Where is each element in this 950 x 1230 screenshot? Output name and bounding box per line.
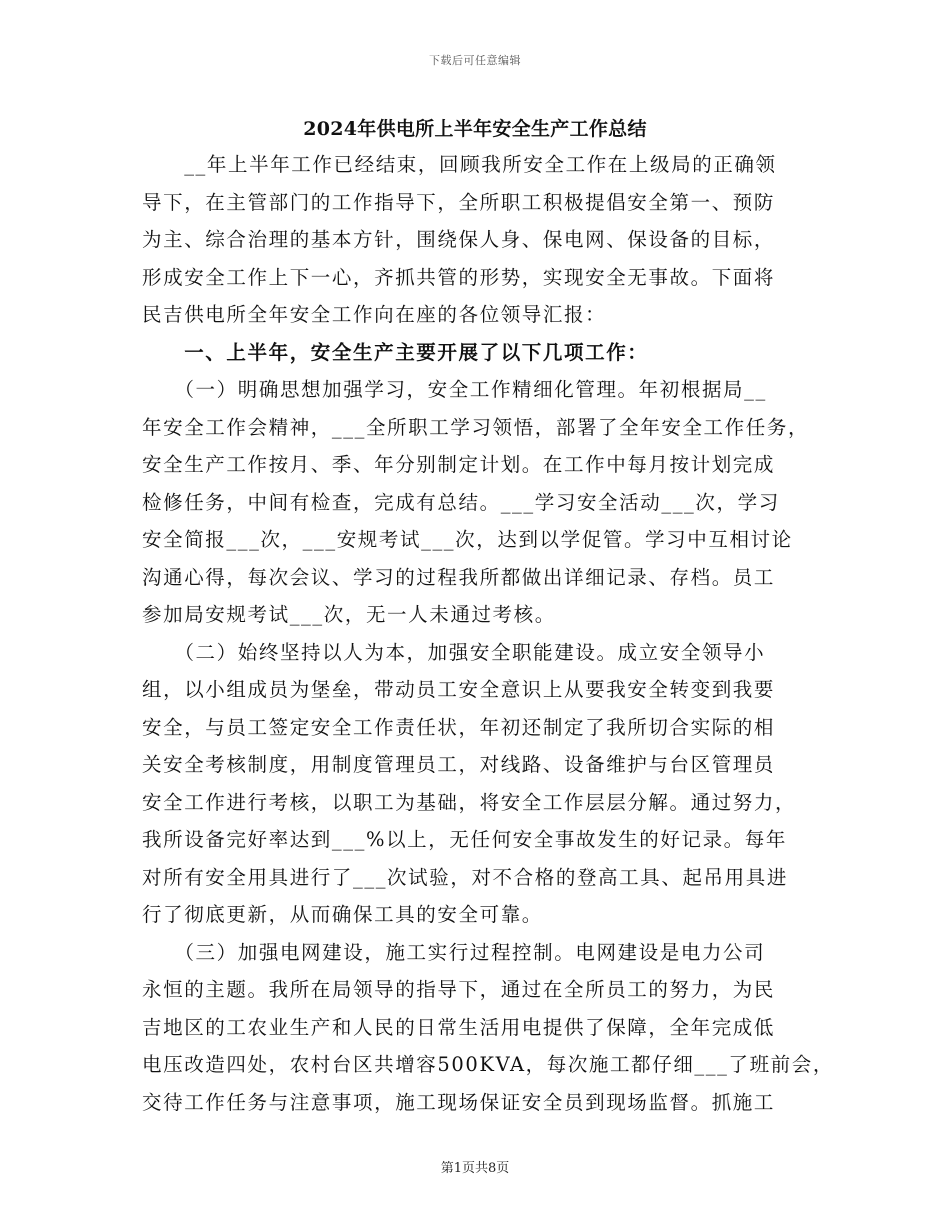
body-line: 为主、综合治理的基本方针，围绕保人身、保电网、保设备的目标，	[142, 228, 776, 251]
body-line: 对所有安全用具进行了___次试验，对不合格的登高工具、起吊用具进	[142, 865, 788, 889]
body-line: 年安全工作会精神，___全所职工学习领悟，部署了全年安全工作任务，	[142, 415, 810, 439]
body-line: 吉地区的工农业生产和人民的日常生活用电提供了保障，全年完成低	[142, 1015, 776, 1039]
page-number-footer: 第1页共8页	[440, 1161, 510, 1176]
header-note: 下载后可任意编辑	[429, 54, 521, 67]
body-line: （三）加强电网建设，施工实行过程控制。电网建设是电力公司	[142, 940, 766, 964]
body-line: 安全生产工作按月、季、年分别制定计划。在工作中每月按计划完成	[142, 453, 776, 476]
body-line: 我所设备完好率达到___%以上，无任何安全事故发生的好记录。每年	[142, 828, 787, 851]
body-line: 检修任务，中间有检查，完成有总结。___学习安全活动___次，学习	[142, 490, 780, 514]
body-line: 安全，与员工签定安全工作责任状，年初还制定了我所切合实际的相	[142, 715, 776, 739]
body-line: 参加局安规考试___次，无一人未通过考核。	[142, 603, 556, 626]
body-line: 安全简报___次，___安规考试___次，达到以学促管。学习中互相讨论	[142, 528, 793, 551]
body-line: 永恒的主题。我所在局领导的指导下，通过在全所员工的努力，为民	[142, 978, 776, 1001]
body-line: 导下，在主管部门的工作指导下，全所职工积极提倡安全第一、预防	[142, 190, 776, 214]
body-line: 安全工作进行考核，以职工为基础，将安全工作层层分解。通过努力，	[142, 790, 797, 814]
body-line: 民吉供电所全年安全工作向在座的各位领导汇报：	[142, 303, 607, 326]
body-line: 交待工作任务与注意事项，施工现场保证安全员到现场监督。抓施工	[142, 1090, 776, 1114]
body-line: 关安全考核制度，用制度管理员工，对线路、设备维护与台区管理员	[142, 753, 776, 776]
body-line: （二）始终坚持以人为本，加强安全职能建设。成立安全领导小	[142, 640, 766, 664]
body-line: （一）明确思想加强学习，安全工作精细化管理。年初根据局__	[142, 378, 767, 401]
section-heading: 一、上半年，安全生产主要开展了以下几项工作：	[142, 340, 649, 364]
body-line: 形成安全工作上下一心，齐抓共管的形势，实现安全无事故。下面将	[142, 265, 776, 289]
body-line: 组，以小组成员为堡垒，带动员工安全意识上从要我安全转变到我要	[142, 678, 776, 701]
body-line: __年上半年工作已经结束，回顾我所安全工作在上级局的正确领	[142, 153, 777, 176]
document-body	[142, 146, 834, 1121]
body-line: 行了彻底更新，从而确保工具的安全可靠。	[142, 903, 543, 926]
body-line: 电压改造四处，农村台区共增容500KVA，每次施工都仔细___了班前会，	[142, 1053, 834, 1076]
document-title: 2024年供电所上半年安全生产工作总结	[303, 118, 647, 140]
body-line: 沟通心得，每次会议、学习的过程我所都做出详细记录、存档。员工	[142, 565, 776, 589]
